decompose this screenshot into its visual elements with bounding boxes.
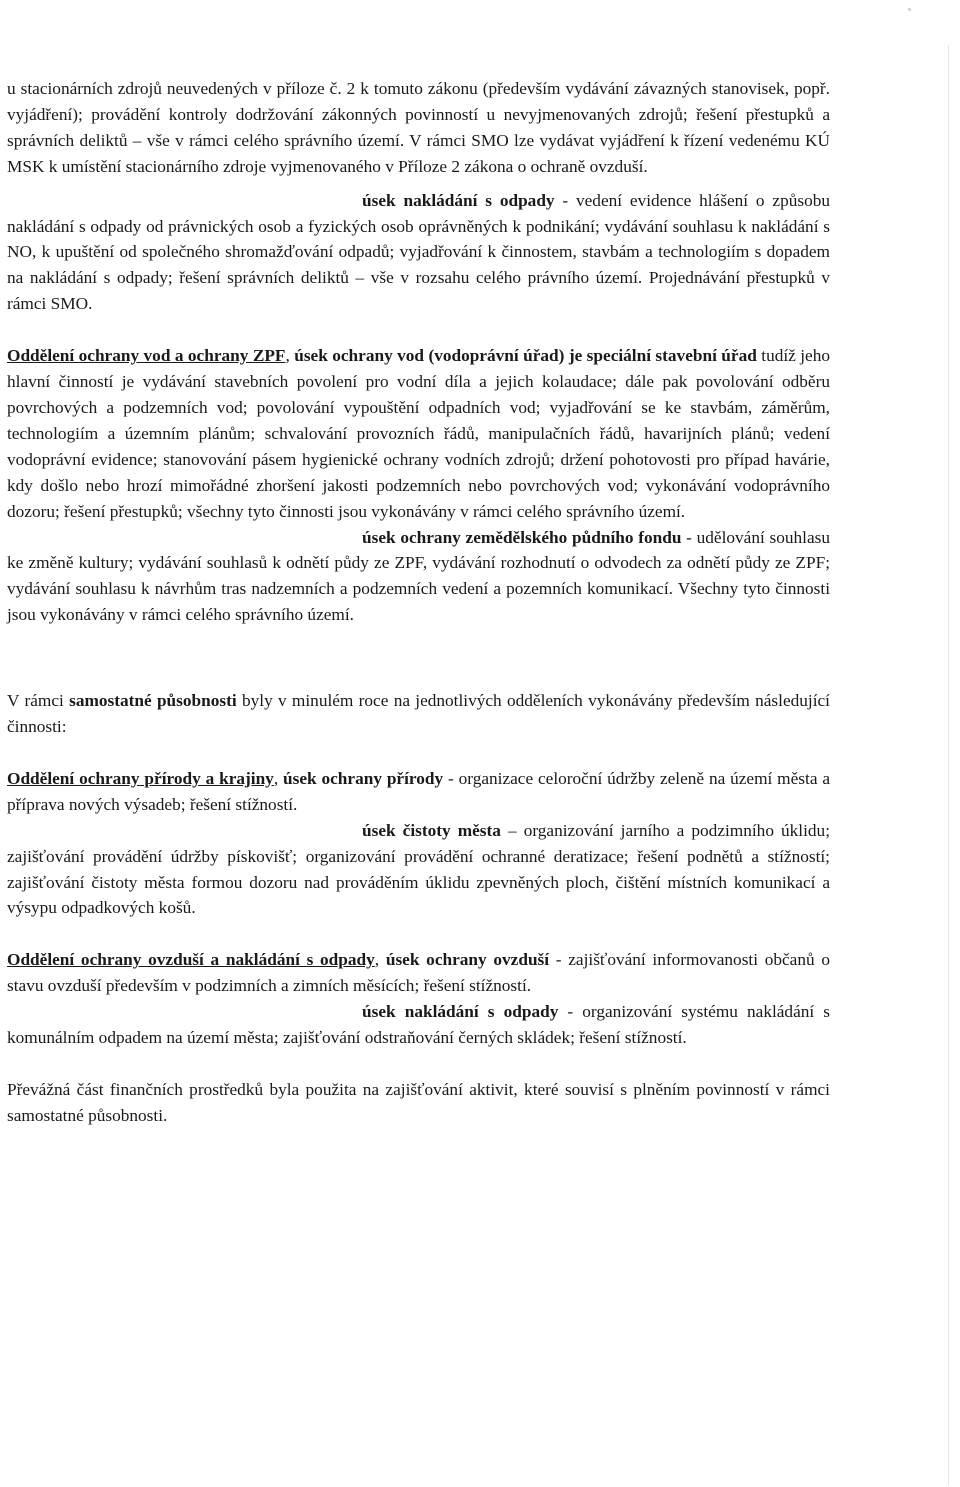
document-page: [7, 76, 830, 1129]
paragraph-stationary-sources: [7, 76, 830, 180]
paragraph-text: – organizování jarního a podzimního úklidu; zajišťování provádění údržby pískovišť; organizování provádění ochranné deratizace; řešení podnětů a stížností; zajišťování čistoty města formou dozoru nad prováděním úklidu zpevněných ploch, čištění místních komunikací a výsypu odpadkových košů.: [7, 820, 830, 918]
text: V rámci: [7, 691, 70, 711]
emphasis: samostatné působnosti: [69, 691, 237, 711]
paragraph-independent-competence: [7, 688, 830, 740]
paragraph-text: - vedení evidence hlášení o způsobu nakládání s odpady od právnických osob a fyzických osob oprávněných k podnikání; vydávání souhlasu k nakládání s NO, k upuštění od společného shromažďování odpadů; vyjadřování k činnostem, stavbám a technologiím s dopadem na nakládání s odpady; řešení správních deliktů – vše v rozsahu celého právního území. Projednávání přestupků v rámci SMO.: [7, 190, 830, 314]
paragraph-text: - zajišťování informovanosti občanů o stavu ovzduší především v podzimních a zimních měsících; řešení stížností.: [7, 950, 830, 996]
section-heading: úsek ochrany zemědělského půdního fondu: [362, 527, 682, 547]
paragraph-text: tudíž jeho hlavní činností je vydávání stavebních povolení pro vodní díla a jejich kolaudace; dále pak povolování odběru povrchových a podzemních vod; povolování vypouštění odpadních vod; vyjadřování se ke stavbám, záměrům, technologiím a územním plánům; schvalování provozních řádů, manipulačních řádů, havarijních plánů; vedení vodoprávní evidence; stanovování pásem hygienické ochrany vodních zdrojů; držení pohotovosti pro případ havárie, kdy došlo nebo hrozí mimořádné zhoršení jakosti podzemních nebo povrchových vod; vykonávání vodoprávního dozoru; řešení přestupků; všechny tyto činnosti jsou vykonávány v rámci celého správního území.: [7, 346, 830, 521]
paragraph-text: - udělování souhlasu ke změně kultury; vydávání souhlasů k odnětí půdy ze ZPF, vydávání rozhodnutí o odvodech za odnětí půdy ze ZPF; vydávání souhlasu k návrhům tras nadzemních a podzemních vedení a pozemních komunikací. Všechny tyto činnosti jsou vykonávány v rámci celého správního území.: [7, 527, 830, 625]
section-heading: úsek nakládání s odpady: [362, 190, 555, 210]
paragraph-financial-resources: [7, 1077, 830, 1129]
section-heading: úsek ochrany vod (vodoprávní úřad) je speciální stavební úřad: [294, 346, 757, 366]
separator: ,: [273, 768, 284, 788]
separator: ,: [285, 346, 295, 366]
paragraph-text: - organizování systému nakládání s komunálním odpadem na území města; zajišťování odstraňování černých skládek; řešení stížností.: [7, 1002, 830, 1048]
section-heading: úsek ochrany přírody: [283, 768, 444, 788]
department-heading: Oddělení ochrany ovzduší a nakládání s odpady: [7, 950, 375, 970]
paragraph-text: byly v minulém roce na jednotlivých odděleních vykonávány především následující činnosti:: [7, 691, 830, 737]
paragraph-text: - organizace celoroční údržby zeleně na území města a příprava nových výsadeb; řešení stížností.: [7, 768, 831, 814]
department-heading: Oddělení ochrany přírody a krajiny: [7, 768, 274, 788]
spacer: [7, 317, 830, 343]
separator: ,: [374, 950, 386, 970]
paragraph-text: Převážná část finančních prostředků byla použita na zajišťování aktivit, které souvisí s plněním povinností v rámci samostatné působnosti.: [7, 1080, 830, 1125]
paragraph-waste-management: [7, 999, 830, 1051]
paragraph-agricultural-land: [7, 525, 830, 629]
section-heading: úsek čistoty města: [362, 820, 501, 840]
spacer: [7, 1051, 830, 1077]
scan-speck: [908, 8, 911, 11]
spacer: [7, 740, 830, 766]
spacer: [7, 628, 830, 688]
spacer: [7, 921, 830, 947]
scan-edge-line: [948, 45, 949, 1485]
spacer: [7, 180, 830, 188]
department-heading: Oddělení ochrany vod a ochrany ZPF: [7, 346, 286, 366]
paragraph-air-department: [7, 947, 830, 999]
paragraph-water-department: [7, 343, 830, 524]
section-heading: úsek nakládání s odpady: [362, 1002, 559, 1022]
paragraph-waste-section: [7, 188, 830, 318]
paragraph-city-cleanliness: [7, 818, 830, 922]
section-heading: úsek ochrany ovzduší: [385, 950, 550, 970]
paragraph-text: u stacionárních zdrojů neuvedených v příloze č. 2 k tomuto zákonu (především vydávání závazných stanovisek, popř. vyjádření); provádění kontroly dodržování zákonných povinností u nevyjmenovaných zdrojů; řešení přestupků a správních deliktů – vše v rámci celého správního území. V rámci SMO lze vydávat vyjádření k řízení vedenému KÚ MSK k umístění stacionárního zdroje vyjmenovaného v Příloze 2 zákona o ochraně ovzduší.: [7, 79, 830, 176]
paragraph-nature-department: [7, 766, 830, 818]
